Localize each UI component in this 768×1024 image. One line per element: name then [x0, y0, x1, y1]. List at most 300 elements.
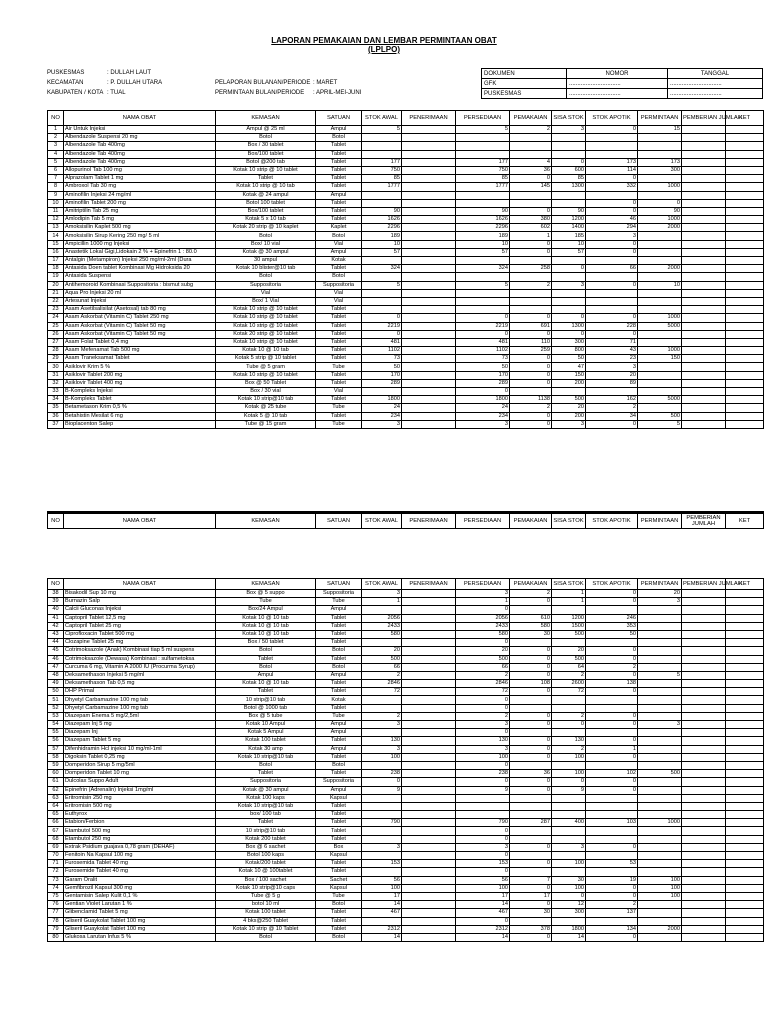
cell-pemakaian: 0 [510, 647, 552, 655]
cell-stok-apotik: 2 [586, 404, 638, 412]
cell-penerimaan [402, 347, 456, 355]
cell-satuan: Tube [316, 420, 362, 428]
table-row [48, 671, 764, 679]
cell-kemasan: Tube @ 15 gram [216, 420, 316, 428]
cell-stok-awal: 1800 [362, 396, 402, 404]
cell-permintaan [638, 704, 682, 712]
cell-pemakaian: 287 [510, 819, 552, 827]
cell-persediaan: 14 [456, 901, 510, 909]
cell-sisa-stok: 600 [552, 166, 586, 174]
table-2-header-col-9: STOK APOTIK [586, 579, 638, 590]
cell-ket [726, 388, 764, 396]
cell-ket [726, 281, 764, 289]
cell-kemasan: Kotak 20 strip @ 10 kaplet [216, 224, 316, 232]
cell-sisa-stok: 1800 [552, 925, 586, 933]
cell-pemakaian: 0 [510, 412, 552, 420]
table-row [48, 379, 764, 387]
cell-kemasan: Botol 100 kaps [216, 852, 316, 860]
cell-permintaan [638, 860, 682, 868]
kabupaten-value: : TUAL [107, 90, 126, 96]
cell-pemakaian: 0 [510, 355, 552, 363]
cell-sisa-stok: 1200 [552, 614, 586, 622]
doc-header-tanggal: TANGGAL [668, 69, 763, 79]
cell-persediaan: 100 [456, 884, 510, 892]
cell-sisa-stok: 185 [552, 232, 586, 240]
table-row [48, 876, 764, 884]
cell-satuan: Botol [316, 647, 362, 655]
cell-kemasan: Kotak 10 @ 100tablet [216, 868, 316, 876]
cell-pemberian-jumlah [682, 794, 726, 802]
cell-penerimaan [402, 917, 456, 925]
cell-nama-obat: Etambutol 500 mg [64, 827, 216, 835]
cell-nama-obat: Dulcolax Suppo Adult [64, 778, 216, 786]
cell-nama-obat: Asam Askorbat (Vitamin C) Tablet 50 mg [64, 322, 216, 330]
cell-penerimaan [402, 712, 456, 720]
cell-ket [726, 371, 764, 379]
cell-permintaan [638, 388, 682, 396]
cell-sisa-stok [552, 257, 586, 265]
cell-stok-apotik: 2 [586, 663, 638, 671]
cell-ket [726, 671, 764, 679]
cell-satuan: Tablet [316, 158, 362, 166]
cell-satuan: Kapsul [316, 852, 362, 860]
cell-pemakaian: 0 [510, 688, 552, 696]
cell-permintaan [638, 363, 682, 371]
cell-kemasan: Kotak @ 30 ampul [216, 786, 316, 794]
cell-no: 42 [48, 622, 64, 630]
cell-persediaan: 2296 [456, 224, 510, 232]
cell-stok-awal: 324 [362, 265, 402, 273]
cell-stok-awal: 3 [362, 590, 402, 598]
cell-permintaan [638, 917, 682, 925]
cell-ket [726, 729, 764, 737]
cell-stok-apotik [586, 761, 638, 769]
cell-pemberian-jumlah [682, 404, 726, 412]
cell-penerimaan [402, 671, 456, 679]
cell-persediaan: 289 [456, 379, 510, 387]
cell-permintaan [638, 868, 682, 876]
cell-ket [726, 663, 764, 671]
cell-ket [726, 876, 764, 884]
cell-no: 44 [48, 639, 64, 647]
repeated-header [47, 511, 764, 529]
cell-sisa-stok: 30 [552, 876, 586, 884]
cell-nama-obat: Asiklovir Tablet 400 mg [64, 379, 216, 387]
cell-satuan: Kapsul [316, 884, 362, 892]
cell-nama-obat: Deksamethason Tab 0,5 mg [64, 680, 216, 688]
cell-persediaan: 0 [456, 917, 510, 925]
cell-satuan: Tablet [316, 737, 362, 745]
cell-no: 13 [48, 224, 64, 232]
cell-stok-awal: 72 [362, 688, 402, 696]
cell-satuan: Tablet [316, 183, 362, 191]
cell-satuan: Tablet [316, 811, 362, 819]
cell-pemakaian: 0 [510, 314, 552, 322]
cell-kemasan: Box @ 5 suppo [216, 590, 316, 598]
cell-penerimaan [402, 737, 456, 745]
cell-ket [726, 778, 764, 786]
cell-sisa-stok: 2600 [552, 680, 586, 688]
cell-pemakaian: 691 [510, 322, 552, 330]
cell-pemberian-jumlah [682, 729, 726, 737]
cell-no: 19 [48, 273, 64, 281]
cell-pemberian-jumlah [682, 745, 726, 753]
cell-stok-awal: 0 [362, 314, 402, 322]
cell-pemakaian [510, 811, 552, 819]
cell-no: 2 [48, 134, 64, 142]
cell-kemasan: Kotak 5 Ampul [216, 729, 316, 737]
cell-pemberian-jumlah [682, 811, 726, 819]
cell-persediaan: 72 [456, 688, 510, 696]
cell-kemasan: Box / 30 tablet [216, 142, 316, 150]
cell-persediaan: 1777 [456, 183, 510, 191]
cell-no: 75 [48, 892, 64, 900]
cell-kemasan: Tube @ 5 gram [216, 363, 316, 371]
cell-pemberian-jumlah [682, 297, 726, 305]
cell-ket [726, 216, 764, 224]
cell-nama-obat: Diazepam Tablet 5 mg [64, 737, 216, 745]
table-2-header-col-1: NAMA OBAT [64, 579, 216, 590]
cell-no: 58 [48, 753, 64, 761]
cell-pemakaian: 378 [510, 925, 552, 933]
repeated-header-col-4: STOK AWAL [362, 513, 402, 529]
cell-stok-awal: 14 [362, 933, 402, 941]
cell-pemakaian: 0 [510, 330, 552, 338]
cell-no: 64 [48, 802, 64, 810]
cell-nama-obat: B-Kompleks Tablet [64, 396, 216, 404]
repeated-header-col-6: PERSEDIAAN [456, 513, 510, 529]
cell-permintaan [638, 663, 682, 671]
cell-satuan: Tablet [316, 622, 362, 630]
cell-ket [726, 289, 764, 297]
table-row [48, 150, 764, 158]
cell-no: 47 [48, 663, 64, 671]
cell-sisa-stok: 9 [552, 786, 586, 794]
cell-pemberian-jumlah [682, 876, 726, 884]
cell-persediaan: 14 [456, 933, 510, 941]
cell-no: 7 [48, 175, 64, 183]
cell-persediaan: 90 [456, 207, 510, 215]
doc-header-dokumen: DOKUMEN [482, 69, 567, 79]
cell-no: 62 [48, 786, 64, 794]
table-row [48, 721, 764, 729]
cell-pemberian-jumlah [682, 827, 726, 835]
cell-pemberian-jumlah [682, 347, 726, 355]
cell-ket [726, 232, 764, 240]
table-row [48, 598, 764, 606]
cell-satuan: Vial [316, 297, 362, 305]
cell-nama-obat: Asam Mefenamat Tab 500 mg [64, 347, 216, 355]
cell-nama-obat: Asam Folat Tablet 0,4 mg [64, 338, 216, 346]
cell-pemberian-jumlah [682, 412, 726, 420]
table-1-body [48, 126, 764, 429]
cell-permintaan: 2000 [638, 265, 682, 273]
cell-no: 73 [48, 876, 64, 884]
cell-pemakaian: 0 [510, 371, 552, 379]
cell-pemakaian: 0 [510, 240, 552, 248]
cell-pemberian-jumlah [682, 232, 726, 240]
cell-ket [726, 647, 764, 655]
cell-ket [726, 712, 764, 720]
cell-satuan: Tablet [316, 753, 362, 761]
cell-kemasan: Kotak 10 strip@10 tab [216, 753, 316, 761]
cell-sisa-stok: 85 [552, 175, 586, 183]
cell-kemasan: Botol [216, 134, 316, 142]
table-1-header-col-6: PERSEDIAAN [456, 111, 510, 126]
cell-permintaan [638, 606, 682, 614]
cell-sisa-stok: 0 [552, 721, 586, 729]
cell-pemakaian [510, 794, 552, 802]
cell-pemakaian: 0 [510, 737, 552, 745]
cell-sisa-stok [552, 306, 586, 314]
cell-kemasan: Botol [216, 273, 316, 281]
cell-permintaan: 100 [638, 884, 682, 892]
repeated-header-col-7: PEMAKAIAN [510, 513, 552, 529]
cell-pemberian-jumlah [682, 191, 726, 199]
cell-nama-obat: Asam Askorbat (Vitamin C) Tablet 50 mg [64, 330, 216, 338]
cell-persediaan: 17 [456, 892, 510, 900]
cell-no: 77 [48, 909, 64, 917]
cell-stok-awal [362, 257, 402, 265]
cell-stok-apotik: 34 [586, 412, 638, 420]
cell-kemasan: Botol 100 tablet [216, 199, 316, 207]
cell-satuan: Botol [316, 933, 362, 941]
cell-stok-apotik: 173 [586, 158, 638, 166]
table-2-header-col-8: SISA STOK [552, 579, 586, 590]
table-row [48, 216, 764, 224]
cell-kemasan: Kotak @ 25 tube [216, 404, 316, 412]
table-row [48, 917, 764, 925]
cell-stok-awal [362, 704, 402, 712]
cell-no: 31 [48, 371, 64, 379]
cell-kemasan: Tablet [216, 655, 316, 663]
cell-nama-obat: Albendazole Tab 400mg [64, 150, 216, 158]
cell-stok-apotik [586, 191, 638, 199]
table-row [48, 770, 764, 778]
cell-stok-apotik: 228 [586, 322, 638, 330]
cell-permintaan: 500 [638, 770, 682, 778]
cell-persediaan: 153 [456, 860, 510, 868]
cell-pemberian-jumlah [682, 396, 726, 404]
cell-nama-obat: Garam Oralit [64, 876, 216, 884]
cell-satuan: Tablet [316, 614, 362, 622]
cell-satuan: Tablet [316, 770, 362, 778]
cell-penerimaan [402, 412, 456, 420]
cell-pemakaian: 36 [510, 166, 552, 174]
cell-pemberian-jumlah [682, 892, 726, 900]
cell-sisa-stok: 200 [552, 379, 586, 387]
cell-pemberian-jumlah [682, 134, 726, 142]
cell-stok-apotik: 0 [586, 199, 638, 207]
cell-stok-awal: 50 [362, 363, 402, 371]
cell-persediaan: 85 [456, 175, 510, 183]
repeated-header-col-9: STOK APOTIK [586, 513, 638, 529]
cell-no: 68 [48, 835, 64, 843]
cell-satuan: Ampul [316, 745, 362, 753]
cell-persediaan: 0 [456, 852, 510, 860]
cell-stok-apotik [586, 142, 638, 150]
cell-pemakaian: 0 [510, 207, 552, 215]
cell-ket [726, 901, 764, 909]
table-row [48, 696, 764, 704]
cell-pemberian-jumlah [682, 614, 726, 622]
cell-persediaan: 3 [456, 590, 510, 598]
cell-permintaan: 100 [638, 876, 682, 884]
cell-sisa-stok: 100 [552, 753, 586, 761]
cell-kemasan: botol 10 ml [216, 901, 316, 909]
cell-penerimaan [402, 338, 456, 346]
cell-persediaan: 2 [456, 671, 510, 679]
facility-info [47, 68, 162, 98]
cell-no: 63 [48, 794, 64, 802]
cell-no: 45 [48, 647, 64, 655]
cell-stok-apotik: 53 [586, 860, 638, 868]
cell-stok-awal: 0 [362, 330, 402, 338]
cell-kemasan: Kotak 5 strip @ 10 tablet [216, 355, 316, 363]
cell-pemakaian: 0 [510, 248, 552, 256]
cell-no: 35 [48, 404, 64, 412]
cell-persediaan: 0 [456, 729, 510, 737]
cell-pemakaian: 4 [510, 158, 552, 166]
table-row [48, 868, 764, 876]
cell-permintaan [638, 306, 682, 314]
cell-nama-obat: Aminofilin Tablet 200 mg [64, 199, 216, 207]
cell-pemberian-jumlah [682, 852, 726, 860]
cell-kemasan: Botol @200 tab [216, 158, 316, 166]
cell-satuan: Tablet [316, 412, 362, 420]
cell-sisa-stok [552, 704, 586, 712]
cell-no: 76 [48, 901, 64, 909]
cell-permintaan: 20 [638, 590, 682, 598]
cell-stok-apotik: 1 [586, 745, 638, 753]
table-1-header-col-5: PENERIMAAN [402, 111, 456, 126]
cell-permintaan: 5000 [638, 322, 682, 330]
cell-stok-awal: 56 [362, 876, 402, 884]
table-1-header-col-0: NO [48, 111, 64, 126]
cell-no: 25 [48, 322, 64, 330]
cell-stok-apotik [586, 917, 638, 925]
cell-sisa-stok: 300 [552, 338, 586, 346]
cell-penerimaan [402, 811, 456, 819]
cell-penerimaan [402, 655, 456, 663]
cell-satuan: Ampul [316, 191, 362, 199]
cell-ket [726, 622, 764, 630]
cell-stok-apotik [586, 811, 638, 819]
table-row [48, 281, 764, 289]
cell-stok-apotik: 0 [586, 281, 638, 289]
cell-stok-apotik: 46 [586, 216, 638, 224]
table-row [48, 232, 764, 240]
cell-ket [726, 721, 764, 729]
cell-pemakaian: 36 [510, 770, 552, 778]
cell-penerimaan [402, 297, 456, 305]
cell-stok-apotik: 89 [586, 379, 638, 387]
cell-satuan: Tablet [316, 909, 362, 917]
cell-persediaan: 1 [456, 598, 510, 606]
cell-pemberian-jumlah [682, 355, 726, 363]
table-1-header-col-10: PERMINTAAN [638, 111, 682, 126]
cell-permintaan [638, 232, 682, 240]
table-row [48, 134, 764, 142]
cell-sisa-stok: 0 [552, 158, 586, 166]
cell-pemakaian: 0 [510, 420, 552, 428]
cell-penerimaan [402, 224, 456, 232]
cell-nama-obat: Asam Askorbat (Vitamin C) Tablet 250 mg [64, 314, 216, 322]
table-row [48, 175, 764, 183]
cell-permintaan: 3 [638, 598, 682, 606]
table-row [48, 630, 764, 638]
cell-kemasan: Kotak @ 30 ampul [216, 248, 316, 256]
cell-stok-awal: 2 [362, 712, 402, 720]
cell-satuan: Tube [316, 404, 362, 412]
cell-no: 10 [48, 199, 64, 207]
cell-penerimaan [402, 388, 456, 396]
cell-nama-obat: Air Untuk Injeksi [64, 126, 216, 134]
cell-satuan: Tablet [316, 150, 362, 158]
cell-permintaan [638, 134, 682, 142]
cell-no: 50 [48, 688, 64, 696]
repeated-header-col-5: PENERIMAAN [402, 513, 456, 529]
cell-kemasan: Kotak 10 strip@10 tab [216, 802, 316, 810]
cell-no: 3 [48, 142, 64, 150]
cell-stok-awal: 1102 [362, 347, 402, 355]
cell-satuan: Suppositoria [316, 778, 362, 786]
cell-sisa-stok: 1300 [552, 183, 586, 191]
cell-no: 11 [48, 207, 64, 215]
table-row [48, 142, 764, 150]
cell-stok-awal: 2056 [362, 614, 402, 622]
cell-stok-awal: 2219 [362, 322, 402, 330]
cell-persediaan: 3 [456, 721, 510, 729]
cell-stok-apotik: 353 [586, 622, 638, 630]
table-row [48, 314, 764, 322]
cell-pemakaian: 0 [510, 753, 552, 761]
cell-pemberian-jumlah [682, 265, 726, 273]
cell-permintaan [638, 794, 682, 802]
cell-sisa-stok [552, 191, 586, 199]
cell-no: 53 [48, 712, 64, 720]
cell-permintaan: 1000 [638, 314, 682, 322]
table-row [48, 852, 764, 860]
cell-stok-apotik: 0 [586, 721, 638, 729]
cell-no: 46 [48, 655, 64, 663]
cell-satuan: Tablet [316, 355, 362, 363]
cell-satuan: Tube [316, 892, 362, 900]
cell-permintaan [638, 901, 682, 909]
cell-stok-apotik: 0 [586, 786, 638, 794]
puskesmas-value: : DULLAH LAUT [107, 70, 152, 76]
cell-nama-obat: Diazepam Enema 5 mg/2,5ml [64, 712, 216, 720]
cell-permintaan [638, 175, 682, 183]
cell-stok-awal [362, 761, 402, 769]
table-row [48, 158, 764, 166]
cell-pemberian-jumlah [682, 639, 726, 647]
cell-persediaan: 0 [456, 778, 510, 786]
cell-sisa-stok: 1200 [552, 216, 586, 224]
cell-penerimaan [402, 598, 456, 606]
cell-kemasan: 30 ampul [216, 257, 316, 265]
cell-satuan: Tablet [316, 396, 362, 404]
cell-ket [726, 655, 764, 663]
cell-pemberian-jumlah [682, 909, 726, 917]
cell-no: 14 [48, 232, 64, 240]
cell-penerimaan [402, 786, 456, 794]
table-row [48, 901, 764, 909]
table-1-header-col-8: SISA STOK [552, 111, 586, 126]
cell-stok-awal: 9 [362, 786, 402, 794]
cell-nama-obat: Difenhidramin Hcl injeksi 10 mg/ml-1ml [64, 745, 216, 753]
doc-gfk-tanggal: ............................... [668, 79, 763, 89]
